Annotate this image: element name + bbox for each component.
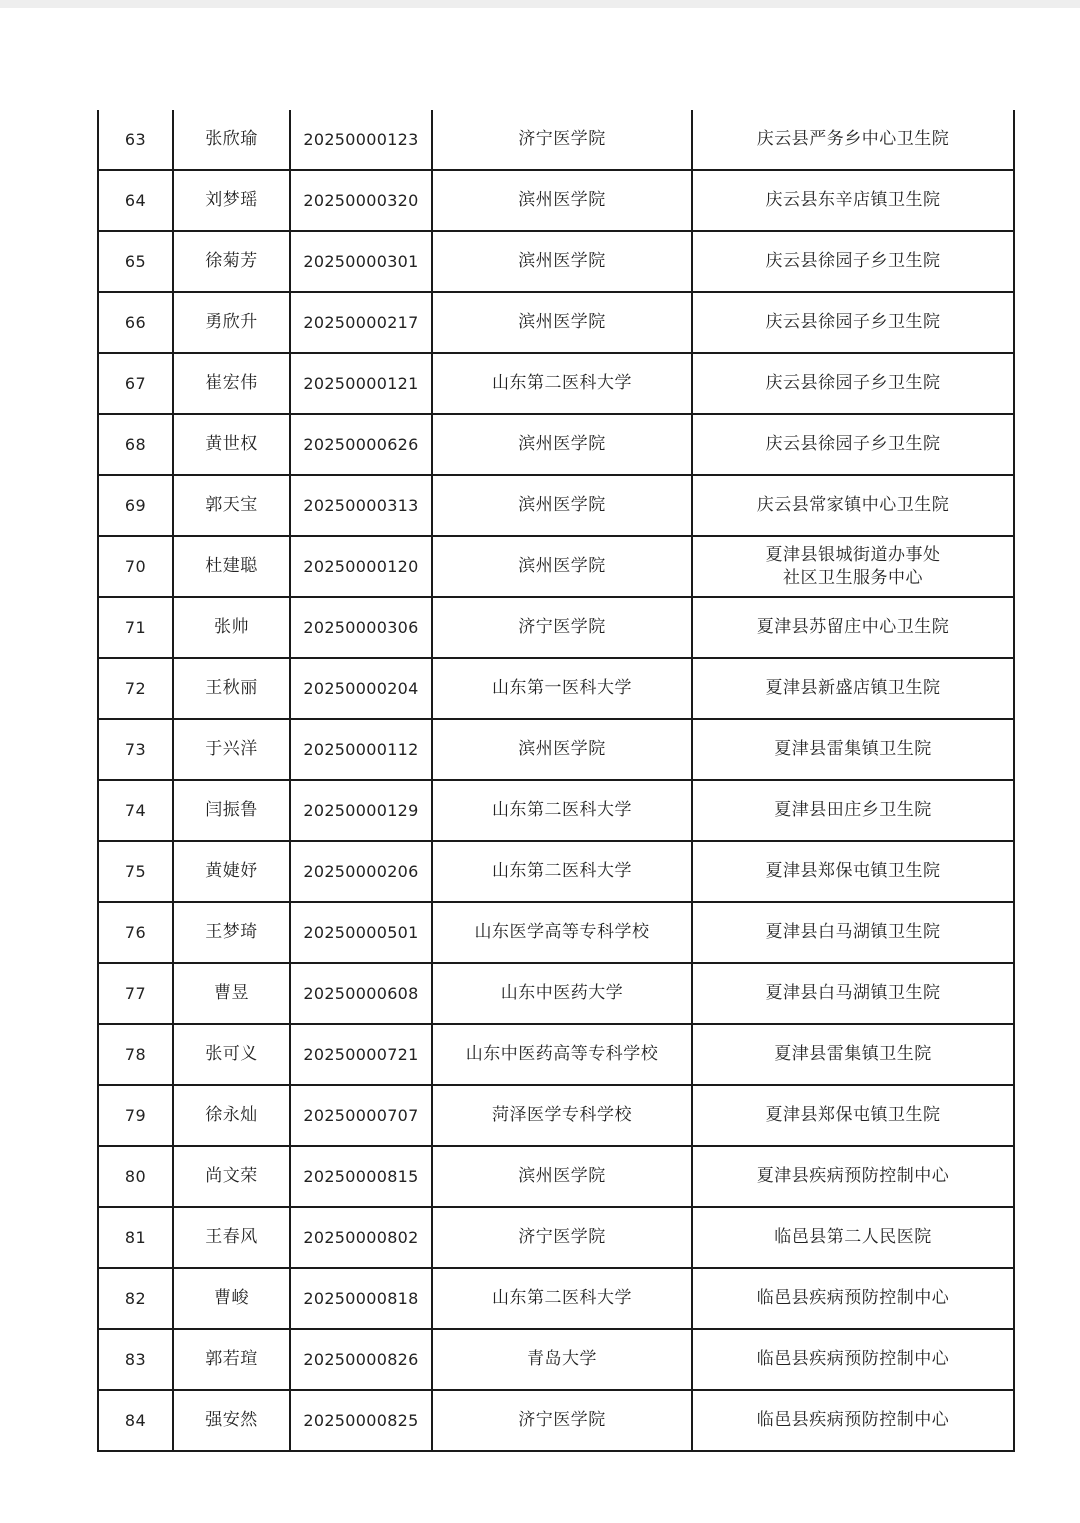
- table-row: [98, 841, 1014, 902]
- school-cell: 济宁医学院: [432, 110, 692, 170]
- school-cell: 山东第二医科大学: [432, 780, 692, 841]
- unit-line: 夏津县疾病预防控制中心: [756, 1166, 950, 1186]
- name-cell: 崔宏伟: [173, 353, 290, 414]
- unit-cell: [692, 414, 1014, 475]
- name-cell: 强安然: [173, 1390, 290, 1451]
- exam-id-cell: 20250000320: [290, 170, 432, 231]
- exam-id-cell: 20250000608: [290, 963, 432, 1024]
- exam-id-cell: 20250000306: [290, 597, 432, 658]
- unit-line: 庆云县严务乡中心卫生院: [756, 129, 950, 149]
- table-row: [98, 231, 1014, 292]
- name-cell: 尚文荣: [173, 1146, 290, 1207]
- unit-cell: [692, 658, 1014, 719]
- row-number-cell: 81: [98, 1207, 173, 1268]
- row-number-cell: 77: [98, 963, 173, 1024]
- row-number-cell: 75: [98, 841, 173, 902]
- unit-cell: [692, 1329, 1014, 1390]
- name-cell: 张可义: [173, 1024, 290, 1085]
- table-row: [98, 292, 1014, 353]
- table-row: [98, 1390, 1014, 1451]
- name-cell: 刘梦瑶: [173, 170, 290, 231]
- unit-cell: [692, 110, 1014, 170]
- table-row: [98, 414, 1014, 475]
- exam-id-cell: 20250000707: [290, 1085, 432, 1146]
- name-cell: 闫振鲁: [173, 780, 290, 841]
- unit-line: 庆云县徐园子乡卫生院: [765, 373, 941, 393]
- school-cell: 滨州医学院: [432, 231, 692, 292]
- unit-cell: [692, 170, 1014, 231]
- school-cell: 济宁医学院: [432, 597, 692, 658]
- school-cell: 滨州医学院: [432, 170, 692, 231]
- unit-cell: [692, 780, 1014, 841]
- unit-line: 庆云县常家镇中心卫生院: [756, 495, 950, 515]
- exam-id-cell: 20250000825: [290, 1390, 432, 1451]
- exam-id-cell: 20250000120: [290, 536, 432, 597]
- row-number-cell: 65: [98, 231, 173, 292]
- exam-id-cell: 20250000121: [290, 353, 432, 414]
- table-row: [98, 1085, 1014, 1146]
- name-cell: 勇欣升: [173, 292, 290, 353]
- name-cell: 黄世权: [173, 414, 290, 475]
- unit-cell: [692, 536, 1014, 597]
- name-cell: 杜建聪: [173, 536, 290, 597]
- exam-id-cell: 20250000826: [290, 1329, 432, 1390]
- school-cell: 山东第二医科大学: [432, 1268, 692, 1329]
- top-edge-strip: [0, 0, 1080, 8]
- table-row: [98, 597, 1014, 658]
- unit-cell: [692, 1207, 1014, 1268]
- name-cell: 徐永灿: [173, 1085, 290, 1146]
- school-cell: 山东中医药大学: [432, 963, 692, 1024]
- unit-line: 夏津县新盛店镇卫生院: [765, 678, 941, 698]
- school-cell: 滨州医学院: [432, 414, 692, 475]
- unit-cell: [692, 353, 1014, 414]
- unit-cell: [692, 1390, 1014, 1451]
- school-cell: 滨州医学院: [432, 475, 692, 536]
- table-row: [98, 780, 1014, 841]
- unit-cell: [692, 292, 1014, 353]
- row-number-cell: 69: [98, 475, 173, 536]
- name-cell: 曹昱: [173, 963, 290, 1024]
- school-cell: 山东第二医科大学: [432, 353, 692, 414]
- unit-line: 临邑县疾病预防控制中心: [756, 1349, 950, 1369]
- table-row: [98, 1268, 1014, 1329]
- unit-cell: [692, 902, 1014, 963]
- row-number-cell: 67: [98, 353, 173, 414]
- exam-id-cell: 20250000217: [290, 292, 432, 353]
- table-row: [98, 1024, 1014, 1085]
- table-row: [98, 1146, 1014, 1207]
- school-cell: 滨州医学院: [432, 292, 692, 353]
- row-number-cell: 74: [98, 780, 173, 841]
- unit-line: 夏津县苏留庄中心卫生院: [756, 617, 950, 637]
- unit-line: 夏津县郑保屯镇卫生院: [765, 1105, 941, 1125]
- exam-id-cell: 20250000204: [290, 658, 432, 719]
- row-number-cell: 83: [98, 1329, 173, 1390]
- unit-cell: [692, 231, 1014, 292]
- exam-id-cell: 20250000313: [290, 475, 432, 536]
- table-row: [98, 1329, 1014, 1390]
- unit-line: 夏津县白马湖镇卫生院: [765, 983, 941, 1003]
- row-number-cell: 73: [98, 719, 173, 780]
- name-cell: 郭天宝: [173, 475, 290, 536]
- school-cell: 山东中医药高等专科学校: [432, 1024, 692, 1085]
- unit-line: 夏津县雷集镇卫生院: [774, 1044, 932, 1064]
- unit-cell: [692, 1268, 1014, 1329]
- unit-cell: [692, 475, 1014, 536]
- exam-id-cell: 20250000123: [290, 110, 432, 170]
- unit-line: 夏津县田庄乡卫生院: [774, 800, 932, 820]
- name-cell: 曹峻: [173, 1268, 290, 1329]
- exam-id-cell: 20250000501: [290, 902, 432, 963]
- school-cell: 滨州医学院: [432, 719, 692, 780]
- unit-cell: [692, 719, 1014, 780]
- unit-cell: [692, 963, 1014, 1024]
- unit-cell: [692, 1085, 1014, 1146]
- row-number-cell: 82: [98, 1268, 173, 1329]
- exam-id-cell: 20250000721: [290, 1024, 432, 1085]
- unit-line: 夏津县银城街道办事处: [765, 544, 941, 565]
- exam-id-cell: 20250000815: [290, 1146, 432, 1207]
- document-page: [97, 110, 1013, 1452]
- exam-id-cell: 20250000802: [290, 1207, 432, 1268]
- table-row: [98, 902, 1014, 963]
- table-row: [98, 170, 1014, 231]
- school-cell: 青岛大学: [432, 1329, 692, 1390]
- unit-line: 临邑县第二人民医院: [774, 1227, 932, 1247]
- row-number-cell: 64: [98, 170, 173, 231]
- table-row: [98, 658, 1014, 719]
- name-cell: 黄婕妤: [173, 841, 290, 902]
- exam-id-cell: 20250000129: [290, 780, 432, 841]
- table-row: [98, 475, 1014, 536]
- school-cell: 滨州医学院: [432, 536, 692, 597]
- name-cell: 王秋丽: [173, 658, 290, 719]
- exam-id-cell: 20250000301: [290, 231, 432, 292]
- name-cell: 张帅: [173, 597, 290, 658]
- unit-line: 庆云县徐园子乡卫生院: [765, 312, 941, 332]
- unit-cell: [692, 1146, 1014, 1207]
- row-number-cell: 63: [98, 110, 173, 170]
- unit-cell: [692, 597, 1014, 658]
- exam-id-cell: 20250000818: [290, 1268, 432, 1329]
- school-cell: 山东第一医科大学: [432, 658, 692, 719]
- row-number-cell: 72: [98, 658, 173, 719]
- row-number-cell: 78: [98, 1024, 173, 1085]
- unit-cell: [692, 841, 1014, 902]
- table-row: [98, 353, 1014, 414]
- row-number-cell: 71: [98, 597, 173, 658]
- name-cell: 徐菊芳: [173, 231, 290, 292]
- row-number-cell: 68: [98, 414, 173, 475]
- table-row: [98, 110, 1014, 170]
- roster-table-body: [98, 110, 1014, 1451]
- unit-line: 社区卫生服务中心: [783, 567, 923, 588]
- unit-line: 庆云县徐园子乡卫生院: [765, 434, 941, 454]
- name-cell: 王春风: [173, 1207, 290, 1268]
- name-cell: 王梦琦: [173, 902, 290, 963]
- table-row: [98, 536, 1014, 597]
- row-number-cell: 76: [98, 902, 173, 963]
- row-number-cell: 84: [98, 1390, 173, 1451]
- school-cell: 滨州医学院: [432, 1146, 692, 1207]
- name-cell: 郭若瑄: [173, 1329, 290, 1390]
- table-row: [98, 719, 1014, 780]
- unit-line: 庆云县徐园子乡卫生院: [765, 251, 941, 271]
- school-cell: 菏泽医学专科学校: [432, 1085, 692, 1146]
- row-number-cell: 66: [98, 292, 173, 353]
- unit-line: 临邑县疾病预防控制中心: [756, 1410, 950, 1430]
- exam-id-cell: 20250000112: [290, 719, 432, 780]
- unit-line: 夏津县郑保屯镇卫生院: [765, 861, 941, 881]
- table-row: [98, 963, 1014, 1024]
- school-cell: 济宁医学院: [432, 1207, 692, 1268]
- unit-line: 临邑县疾病预防控制中心: [756, 1288, 950, 1308]
- roster-table: [97, 110, 1015, 1452]
- unit-line: 庆云县东辛店镇卫生院: [765, 190, 941, 210]
- school-cell: 济宁医学院: [432, 1390, 692, 1451]
- table-row: [98, 1207, 1014, 1268]
- unit-line: 夏津县雷集镇卫生院: [774, 739, 932, 759]
- unit-cell: [692, 1024, 1014, 1085]
- school-cell: 山东医学高等专科学校: [432, 902, 692, 963]
- exam-id-cell: 20250000626: [290, 414, 432, 475]
- row-number-cell: 79: [98, 1085, 173, 1146]
- exam-id-cell: 20250000206: [290, 841, 432, 902]
- name-cell: 张欣瑜: [173, 110, 290, 170]
- unit-line: 夏津县白马湖镇卫生院: [765, 922, 941, 942]
- name-cell: 于兴洋: [173, 719, 290, 780]
- row-number-cell: 80: [98, 1146, 173, 1207]
- school-cell: 山东第二医科大学: [432, 841, 692, 902]
- row-number-cell: 70: [98, 536, 173, 597]
